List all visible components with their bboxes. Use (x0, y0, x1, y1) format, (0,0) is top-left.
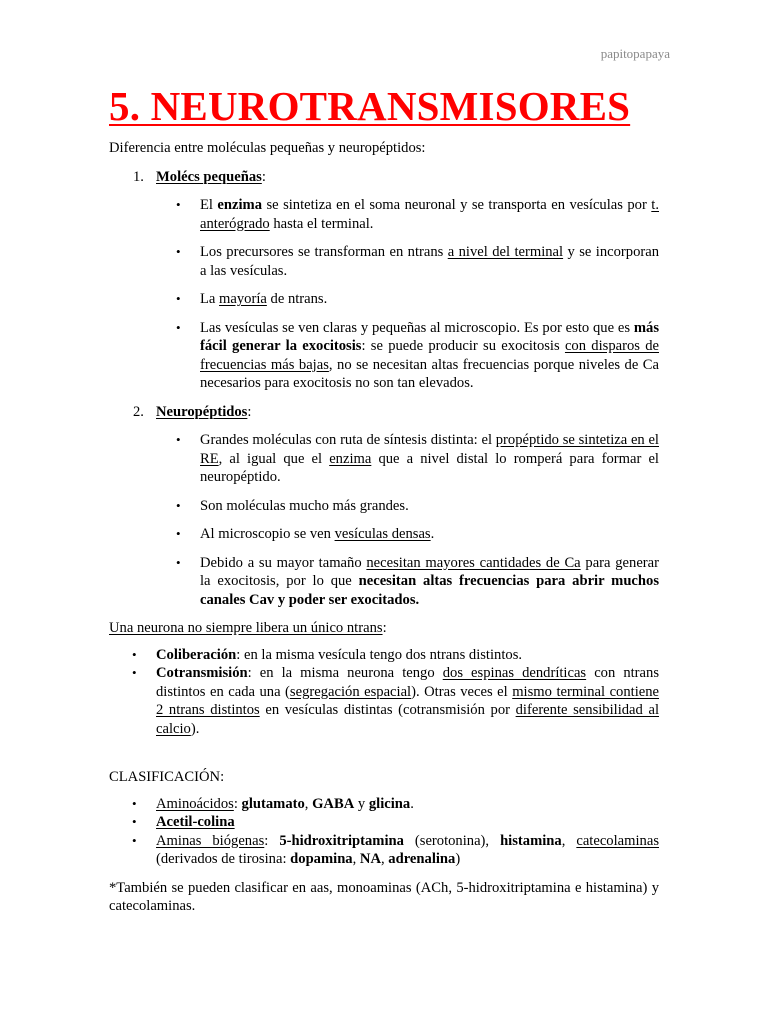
page-title: 5. NEUROTRANSMISORES (109, 83, 631, 129)
list-item: • Aminas biógenas: 5-hidroxitriptamina (serotonina), histamina, catecolaminas (derivados de tirosina: dopamina, NA, adrenalina) (132, 832, 659, 867)
bullet-icon: • (132, 646, 137, 662)
list-item: • Acetil-colina (132, 814, 235, 830)
section-small-molecules: 1. Molécs pequeñas: (133, 168, 266, 185)
bullet-icon: • (176, 554, 181, 570)
section-heading: Molécs pequeñas (156, 168, 262, 185)
bullet-icon: • (132, 665, 137, 680)
document-body (109, 139, 659, 916)
list-number: 2. (133, 403, 144, 420)
bullet-icon: • (176, 432, 181, 447)
list-number: 1. (133, 168, 144, 185)
bullet-icon: • (176, 497, 181, 513)
neuropeptides-list (109, 431, 659, 609)
list-item: • Son moléculas mucho más grandes. (176, 497, 409, 514)
bullet-icon: • (176, 319, 181, 335)
section-neuropeptides: 2. Neuropéptidos: (133, 403, 252, 420)
list-item: • La mayoría de ntrans. (176, 291, 328, 307)
bullet-icon: • (132, 795, 137, 811)
classification-heading: CLASIFICACIÓN: (109, 769, 225, 785)
release-list (109, 646, 659, 739)
bullet-icon: • (176, 244, 181, 259)
list-item: • Debido a su mayor tamaño necesitan mayores cantidades de Ca para generar la exocitosis, por lo que necesitan altas frecuencias para abrir muchos canales Cav y poder ser exocitados. (176, 554, 659, 608)
list-item: • Coliberación: en la misma vesícula tengo dos ntrans distintos. (132, 646, 523, 663)
footnote: *También se pueden clasificar en aas, monoaminas (ACh, 5-hidroxitriptamina e histamina) y catecolaminas. (109, 879, 659, 914)
small-molecules-list (109, 196, 659, 393)
bullet-icon: • (176, 291, 181, 306)
header-author: papitopapaya (600, 46, 670, 61)
bullet-icon: • (176, 526, 181, 541)
release-heading: Una neurona no siempre libera un único ntrans: (109, 620, 387, 636)
intro-paragraph: Diferencia entre moléculas pequeñas y neuropéptidos: (109, 140, 426, 156)
classification-list (109, 795, 659, 869)
list-item: • Grandes moléculas con ruta de síntesis distinta: el propéptido se sintetiza en el RE, al igual que el enzima que a nivel distal lo romperá para formar el neuropéptido. (176, 432, 659, 485)
list-item: • Cotransmisión: en la misma neurona tengo dos espinas dendríticas con ntrans distintos en cada una (segregación espacial). Otras veces el mismo terminal contiene 2 ntrans distintos en vesículas distintas (cotransmisión por diferente sensibilidad al calcio). (132, 665, 660, 737)
list-item: • Aminoácidos: glutamato, GABA y glicina. (132, 795, 414, 812)
list-item: • Las vesículas se ven claras y pequeñas al microscopio. Es por esto que es más fácil generar la exocitosis: se puede producir su exocitosis con disparos de frecuencias más bajas, no se necesitan altas frecuencias porque niveles de Ca necesarios para exocitosis no son tan elevados. (176, 319, 659, 391)
bullet-icon: • (132, 832, 137, 848)
list-item: • El enzima se sintetiza en el soma neuronal y se transporta en vesículas por t. anterógrado hasta el terminal. (176, 197, 659, 232)
section-heading: Neuropéptidos (156, 403, 248, 420)
bullet-icon: • (176, 197, 181, 212)
list-item: • Al microscopio se ven vesículas densas. (176, 526, 435, 542)
list-item: • Los precursores se transforman en ntrans a nivel del terminal y se incorporan a las vesículas. (176, 244, 659, 279)
bullet-icon: • (132, 814, 137, 829)
